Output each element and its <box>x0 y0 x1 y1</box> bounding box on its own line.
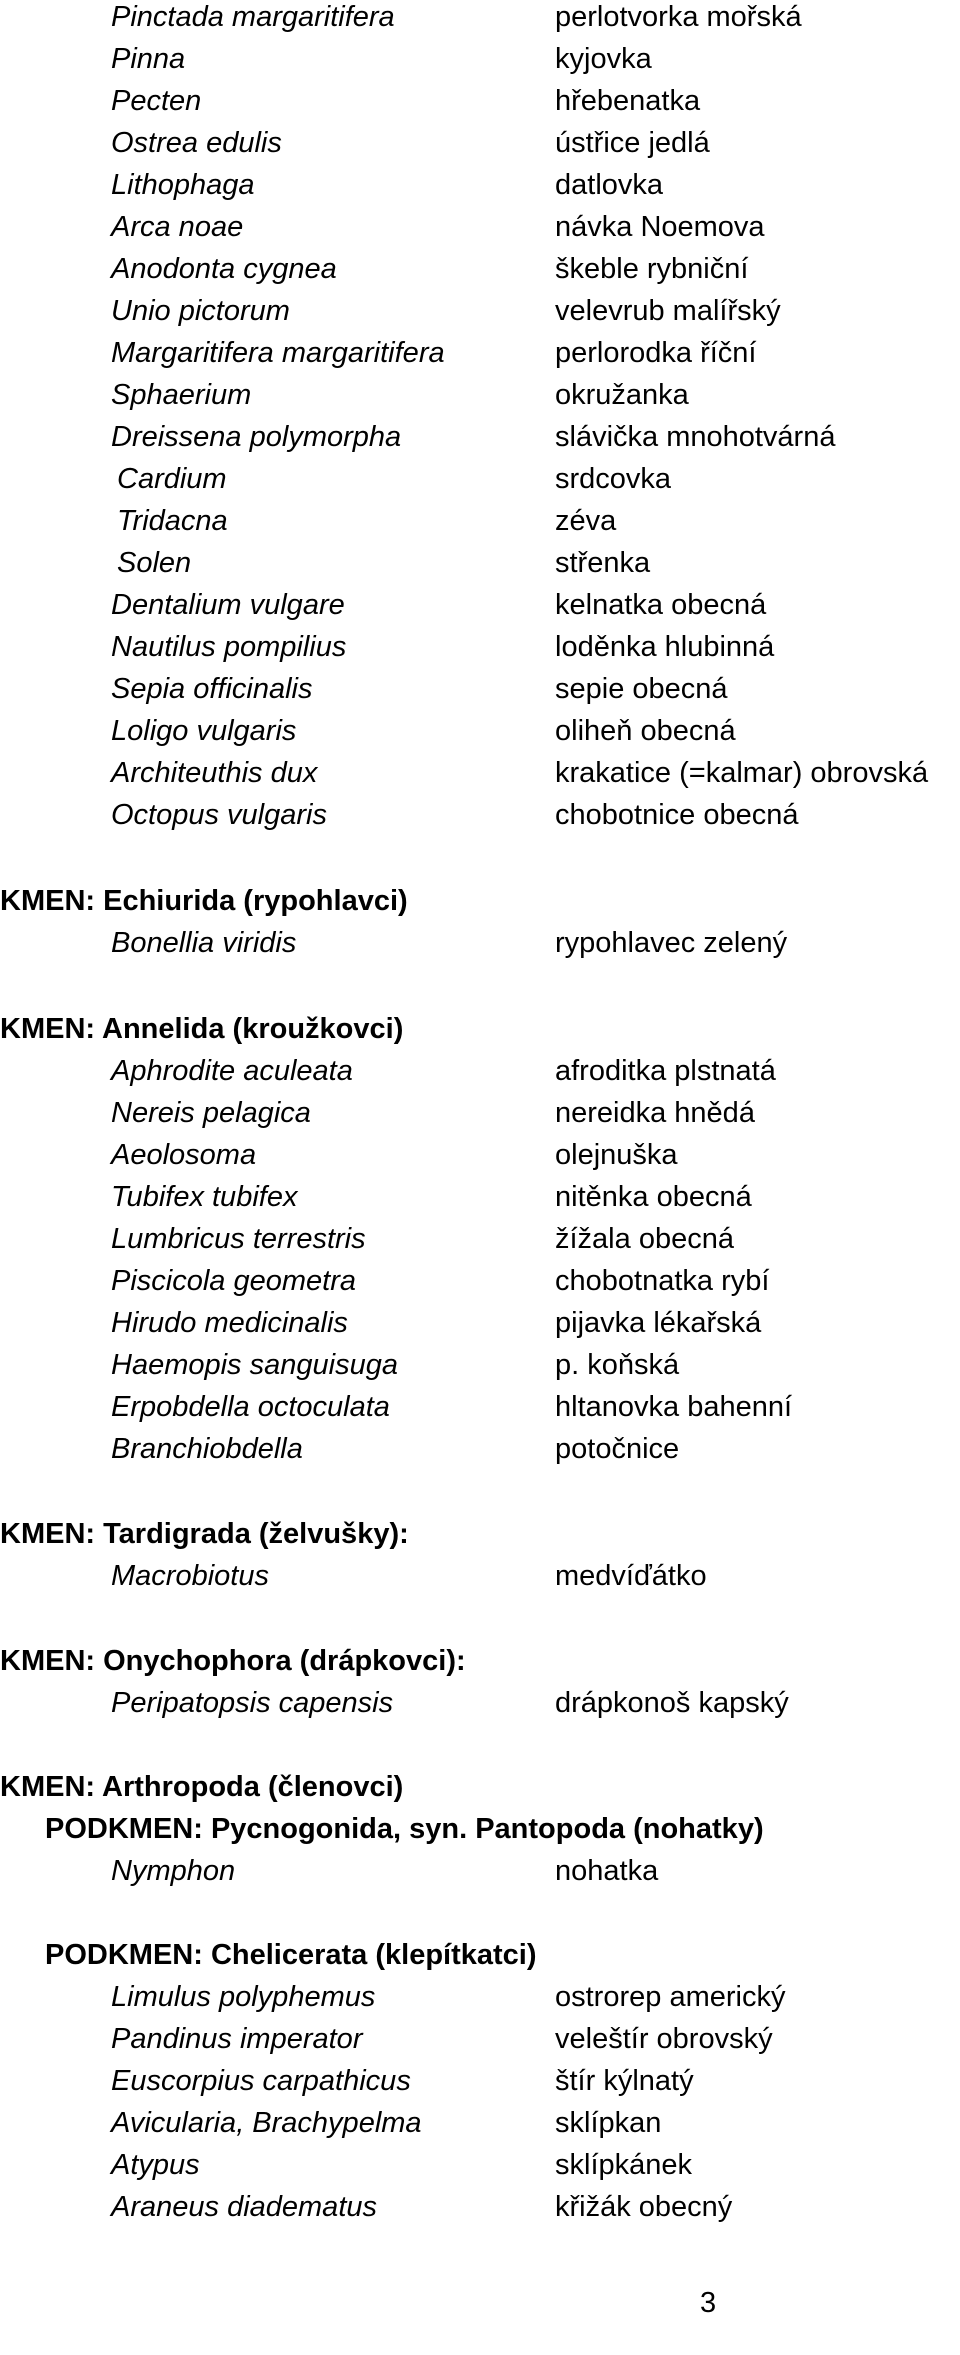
latin-name: Margaritifera margaritifera <box>111 337 445 369</box>
species-row <box>0 248 960 290</box>
latin-name: Limulus polyphemus <box>111 1981 376 2013</box>
latin-name: Cardium <box>117 463 227 495</box>
phylum-heading <box>0 1513 960 1555</box>
latin-name: Tubifex tubifex <box>111 1181 298 1213</box>
latin-name: Arca noae <box>111 211 244 243</box>
species-row <box>0 38 960 80</box>
species-row <box>0 2144 960 2186</box>
latin-name: Pinctada margaritifera <box>111 1 395 33</box>
latin-name: Branchiobdella <box>111 1433 303 1465</box>
latin-name: Aphrodite aculeata <box>111 1055 353 1087</box>
latin-name: Tridacna <box>117 505 228 537</box>
species-row <box>0 1050 960 1092</box>
species-row <box>0 374 960 416</box>
species-row <box>0 122 960 164</box>
latin-name: Loligo vulgaris <box>111 715 297 747</box>
species-row <box>0 2060 960 2102</box>
species-row <box>0 458 960 500</box>
species-row <box>0 332 960 374</box>
czech-name: sepie obecná <box>555 673 728 705</box>
latin-name: Macrobiotus <box>111 1560 269 1592</box>
latin-name: Dreissena polymorpha <box>111 421 402 453</box>
latin-name: Hirudo medicinalis <box>111 1307 348 1339</box>
czech-name: rypohlavec zelený <box>555 927 788 959</box>
species-row <box>0 206 960 248</box>
subphylum-title: PODKMEN: Pycnogonida, syn. Pantopoda (nohatky) <box>45 1813 764 1845</box>
czech-name: sklípkánek <box>555 2149 693 2181</box>
czech-name: střenka <box>555 547 651 579</box>
subphylum-heading <box>0 1808 960 1850</box>
phylum-title: KMEN: Echiurida (rypohlavci) <box>0 885 408 917</box>
czech-name: hltanovka bahenní <box>555 1391 793 1423</box>
latin-name: Ostrea edulis <box>111 127 282 159</box>
species-row <box>0 1344 960 1386</box>
czech-name: loděnka hlubinná <box>555 631 775 663</box>
phylum-heading <box>0 1640 960 1682</box>
phylum-heading <box>0 880 960 922</box>
latin-name: Lumbricus terrestris <box>111 1223 366 1255</box>
czech-name: chobotnatka rybí <box>555 1265 770 1297</box>
czech-name: štír kýlnatý <box>555 2065 694 2097</box>
species-row <box>0 1092 960 1134</box>
latin-name: Unio pictorum <box>111 295 290 327</box>
czech-name: zéva <box>555 505 617 537</box>
czech-name: pijavka lékařská <box>555 1307 762 1339</box>
latin-name: Nereis pelagica <box>111 1097 311 1129</box>
phylum-title: KMEN: Tardigrada (želvušky): <box>0 1518 409 1550</box>
czech-name: datlovka <box>555 169 664 201</box>
species-row <box>0 2018 960 2060</box>
species-row <box>0 1976 960 2018</box>
latin-name: Architeuthis dux <box>111 757 318 789</box>
latin-name: Bonellia viridis <box>111 927 297 959</box>
species-row <box>0 1260 960 1302</box>
species-row <box>0 1555 960 1597</box>
czech-name: návka Noemova <box>555 211 765 243</box>
czech-name: veleštír obrovský <box>555 2023 773 2055</box>
czech-name: ústřice jedlá <box>555 127 710 159</box>
latin-name: Nautilus pompilius <box>111 631 347 663</box>
czech-name: olejnuška <box>555 1139 678 1171</box>
latin-name: Pinna <box>111 43 186 75</box>
czech-name: perlotvorka mořská <box>555 1 802 33</box>
species-row <box>0 1428 960 1470</box>
latin-name: Solen <box>117 547 192 579</box>
latin-name: Piscicola geometra <box>111 1265 356 1297</box>
species-row <box>0 500 960 542</box>
latin-name: Dentalium vulgare <box>111 589 345 621</box>
czech-name: křižák obecný <box>555 2191 733 2223</box>
species-row <box>0 1218 960 1260</box>
species-row <box>0 1302 960 1344</box>
species-row <box>0 626 960 668</box>
latin-name: Erpobdella octoculata <box>111 1391 390 1423</box>
species-row <box>0 584 960 626</box>
species-row <box>0 922 960 964</box>
species-row <box>0 710 960 752</box>
czech-name: chobotnice obecná <box>555 799 799 831</box>
phylum-title: KMEN: Onychophora (drápkovci): <box>0 1645 466 1677</box>
latin-name: Lithophaga <box>111 169 255 201</box>
species-row <box>0 752 960 794</box>
czech-name: srdcovka <box>555 463 672 495</box>
species-row <box>0 668 960 710</box>
species-row <box>0 1682 960 1724</box>
latin-name: Pandinus imperator <box>111 2023 363 2055</box>
latin-name: Araneus diadematus <box>111 2191 377 2223</box>
species-row <box>0 1134 960 1176</box>
latin-name: Octopus vulgaris <box>111 799 327 831</box>
phylum-heading <box>0 1766 960 1808</box>
czech-name: sklípkan <box>555 2107 662 2139</box>
page-number: 3 <box>700 2287 717 2319</box>
latin-name: Nymphon <box>111 1855 236 1887</box>
species-row <box>0 1176 960 1218</box>
latin-name: Anodonta cygnea <box>111 253 337 285</box>
latin-name: Aeolosoma <box>111 1139 257 1171</box>
czech-name: slávička mnohotvárná <box>555 421 836 453</box>
czech-name: nereidka hnědá <box>555 1097 755 1129</box>
latin-name: Sphaerium <box>111 379 252 411</box>
czech-name: afroditka plstnatá <box>555 1055 776 1087</box>
latin-name: Euscorpius carpathicus <box>111 2065 411 2097</box>
czech-name: drápkonoš kapský <box>555 1687 789 1719</box>
latin-name: Haemopis sanguisuga <box>111 1349 398 1381</box>
subphylum-heading <box>0 1934 960 1976</box>
czech-name: krakatice (=kalmar) obrovská <box>555 757 929 789</box>
czech-name: nitěnka obecná <box>555 1181 752 1213</box>
species-row <box>0 794 960 836</box>
czech-name: perlorodka říční <box>555 337 757 369</box>
czech-name: potočnice <box>555 1433 680 1465</box>
czech-name: kelnatka obecná <box>555 589 767 621</box>
czech-name: kyjovka <box>555 43 652 75</box>
czech-name: okružanka <box>555 379 689 411</box>
species-row <box>0 2102 960 2144</box>
czech-name: oliheň obecná <box>555 715 736 747</box>
latin-name: Pecten <box>111 85 202 117</box>
czech-name: žížala obecná <box>555 1223 734 1255</box>
czech-name: škeble rybniční <box>555 253 749 285</box>
latin-name: Sepia officinalis <box>111 673 313 705</box>
czech-name: hřebenatka <box>555 85 701 117</box>
latin-name: Avicularia, Brachypelma <box>111 2107 422 2139</box>
czech-name: p. koňská <box>555 1349 680 1381</box>
czech-name: medvíďátko <box>555 1560 707 1592</box>
species-row <box>0 1850 960 1892</box>
species-row <box>0 2186 960 2228</box>
species-row <box>0 80 960 122</box>
subphylum-title: PODKMEN: Chelicerata (klepítkatci) <box>45 1939 537 1971</box>
species-row <box>0 416 960 458</box>
phylum-title: KMEN: Annelida (kroužkovci) <box>0 1013 404 1045</box>
latin-name: Peripatopsis capensis <box>111 1687 394 1719</box>
species-row <box>0 542 960 584</box>
phylum-title: KMEN: Arthropoda (členovci) <box>0 1771 404 1803</box>
species-row <box>0 164 960 206</box>
czech-name: nohatka <box>555 1855 659 1887</box>
czech-name: velevrub malířský <box>555 295 781 327</box>
species-row <box>0 290 960 332</box>
latin-name: Atypus <box>111 2149 200 2181</box>
species-row <box>0 0 960 38</box>
species-row <box>0 1386 960 1428</box>
phylum-heading <box>0 1008 960 1050</box>
czech-name: ostrorep americký <box>555 1981 786 2013</box>
